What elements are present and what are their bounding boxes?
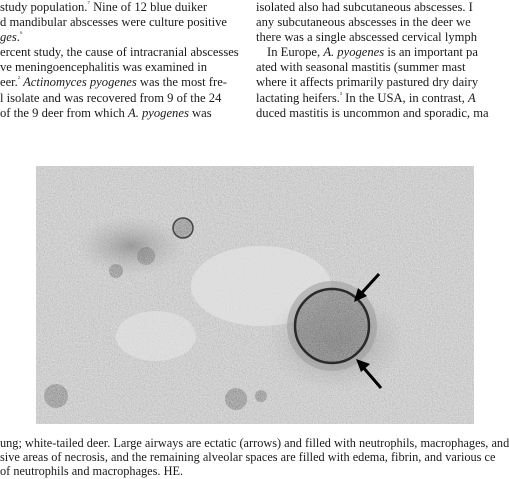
left-line-2 xyxy=(0,15,236,30)
left-line-3 xyxy=(0,30,236,45)
left-line-4 xyxy=(0,45,239,60)
left-line-4-text: ercent study, the cause of intracranial abscesses xyxy=(0,45,239,60)
left-line-6-text: eer.$^{^2}$ Actinomyces pyogenes was the most fre- xyxy=(0,75,227,90)
right-line-1-text: isolated also had subcutaneous abscesses. I xyxy=(256,0,473,14)
caption-line-3: of neutrophils and macrophages. HE. xyxy=(0,464,184,479)
left-line-8 xyxy=(0,106,236,121)
left-line-6 xyxy=(0,75,236,90)
left-line-8-text: of the 9 deer from which A. pyogenes was xyxy=(0,105,212,120)
right-line-2 xyxy=(256,15,474,30)
inflamed-area xyxy=(76,216,186,276)
left-line-7-text: l isolate and was recovered from 9 of the 24 xyxy=(0,90,222,105)
caption-line-1: ung; white-tailed deer. Large airways are ectatic (arrows) and filled with neutrophils, macrophages, and xyxy=(0,436,509,450)
right-line-5-text: ated with seasonal mastitis (summer mast xyxy=(256,60,466,75)
edema-zone xyxy=(116,311,196,361)
left-line-2-text: d mandibular abscesses were culture positive xyxy=(0,15,227,30)
left-line-5 xyxy=(0,60,236,75)
right-line-3 xyxy=(256,30,478,45)
left-line-1-text: study population.$^{^7}$ Nine of 12 blue duiker xyxy=(0,0,208,14)
right-line-6 xyxy=(256,75,479,90)
right-line-5 xyxy=(256,60,474,75)
right-line-4 xyxy=(256,45,478,60)
right-line-7 xyxy=(256,91,474,106)
right-line-2-text: any subcutaneous abscesses in the deer we xyxy=(256,15,471,30)
right-line-8-text: duced mastitis is uncommon and sporadic, ma xyxy=(256,105,489,120)
dark-focus xyxy=(225,388,247,410)
figure-caption xyxy=(0,436,509,479)
dark-focus xyxy=(109,264,123,278)
right-line-3-text: there was a single abscessed cervical lymph xyxy=(256,30,478,45)
dark-focus xyxy=(255,390,267,402)
right-line-4-text: In Europe, A. pyogenes is an important pa xyxy=(267,45,478,60)
dark-focus xyxy=(137,247,155,265)
left-text-column xyxy=(0,0,239,121)
histology-image xyxy=(36,166,474,424)
right-text-column xyxy=(256,0,489,121)
right-line-7-text: lactating heifers.$^{^3}$ In the USA, in contrast, A xyxy=(256,90,476,105)
dark-focus xyxy=(44,384,68,408)
left-line-1 xyxy=(0,0,236,15)
left-line-7 xyxy=(0,91,236,106)
left-line-3-text: ges.$^{^6}$ xyxy=(0,30,23,45)
right-line-6-text: where it affects primarily pastured dry dairy xyxy=(256,75,479,90)
right-line-1 xyxy=(256,0,474,15)
caption-line-2: sive areas of necrosis, and the remaining alveolar spaces are filled with edema, fibrin, and various ce xyxy=(0,450,496,465)
histology-figure xyxy=(36,166,474,424)
right-line-8 xyxy=(256,105,489,121)
left-line-5-text: ve meningoencephalitis was examined in xyxy=(0,60,208,75)
